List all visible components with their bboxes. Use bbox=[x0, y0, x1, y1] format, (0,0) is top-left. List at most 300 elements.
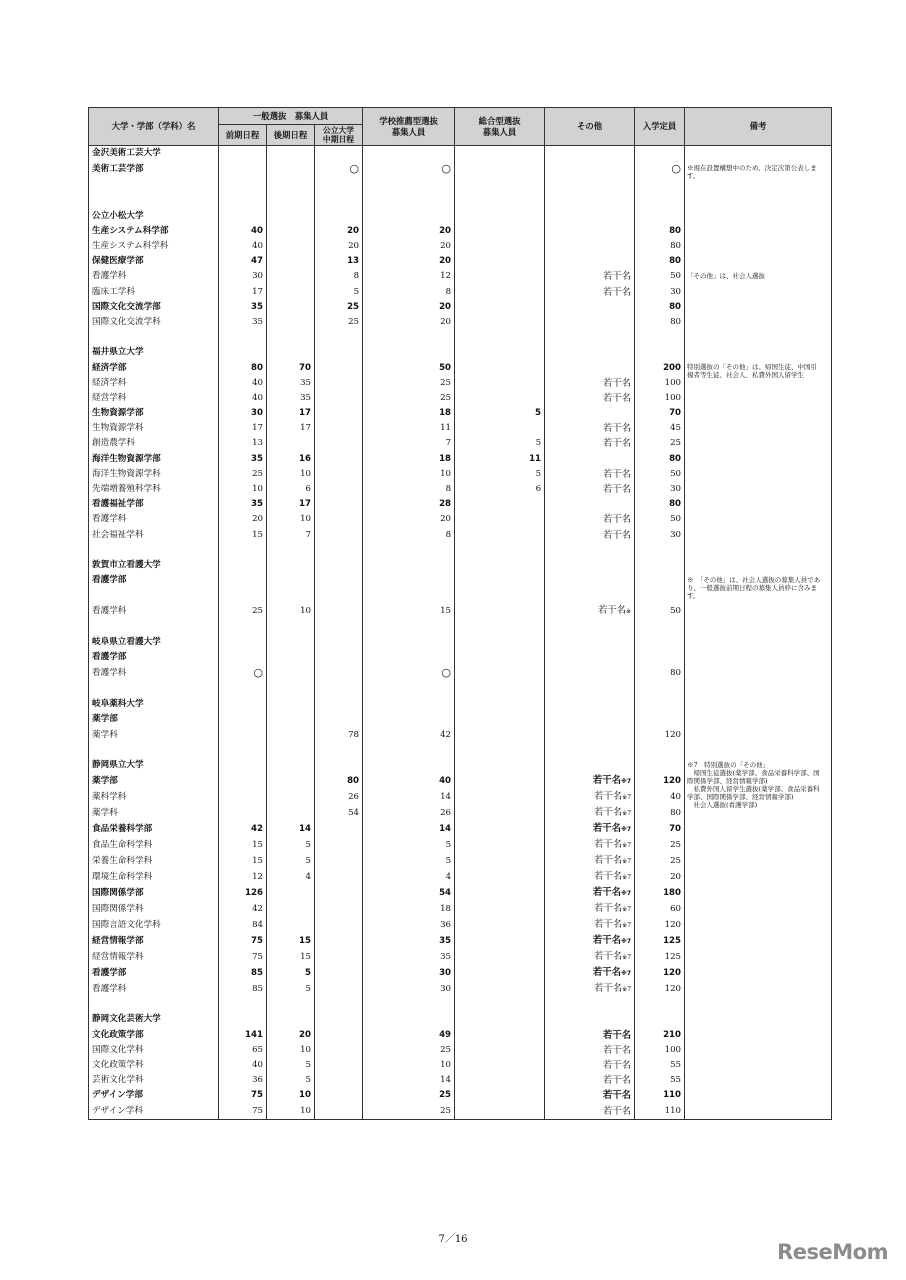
cell-capacity bbox=[635, 315, 685, 330]
cell-early bbox=[219, 452, 267, 467]
remark-text: 特別選抜の「その他」は、帰国生徒、中国引揚者等生徒、社会人、私費外国人留学生 bbox=[687, 363, 818, 380]
cell-school bbox=[363, 436, 455, 451]
cell-name bbox=[89, 146, 219, 162]
cell-comp bbox=[455, 146, 545, 162]
cell-late bbox=[267, 619, 315, 634]
cell-comp bbox=[455, 1088, 545, 1103]
cell-remark bbox=[685, 1043, 832, 1058]
cell-name bbox=[89, 1012, 219, 1027]
cell-value: 5 bbox=[305, 967, 311, 978]
cell-value: 8 bbox=[445, 286, 452, 297]
table-row bbox=[89, 869, 832, 885]
cell-school bbox=[363, 497, 455, 512]
cell-other bbox=[545, 345, 635, 360]
cell-early bbox=[219, 949, 267, 965]
cell-comp bbox=[455, 269, 545, 284]
cell-capacity bbox=[635, 497, 685, 512]
cell-value: 40 bbox=[252, 1059, 263, 1070]
cell-value: 14 bbox=[299, 823, 311, 834]
cell-mid bbox=[315, 837, 363, 853]
cell-value: 先端増養殖科学科 bbox=[92, 484, 161, 495]
cell-early bbox=[219, 965, 267, 981]
cell-school bbox=[363, 619, 455, 634]
cell-early bbox=[219, 528, 267, 543]
cell-other bbox=[545, 482, 635, 497]
cell-value: 16 bbox=[299, 453, 311, 464]
table-row bbox=[89, 254, 832, 269]
cell-value: 社会福祉学科 bbox=[92, 529, 144, 540]
cell-mid bbox=[315, 1043, 363, 1058]
cell-school bbox=[363, 452, 455, 467]
cell-value: 18 bbox=[439, 408, 452, 419]
cell-early bbox=[219, 697, 267, 712]
table-row bbox=[89, 635, 832, 650]
cell-value: 49 bbox=[439, 1029, 452, 1040]
table-row bbox=[89, 837, 832, 853]
cell-early bbox=[219, 512, 267, 527]
cell-capacity bbox=[635, 885, 685, 901]
cell-value: 20 bbox=[347, 225, 360, 236]
cell-school bbox=[363, 712, 455, 727]
cell-late bbox=[267, 467, 315, 482]
cell-early bbox=[219, 269, 267, 284]
cell-mid bbox=[315, 421, 363, 436]
cell-capacity bbox=[635, 269, 685, 284]
cell-value: 若干名 bbox=[594, 839, 623, 851]
cell-capacity bbox=[635, 1012, 685, 1027]
cell-late bbox=[267, 650, 315, 665]
cell-remark bbox=[685, 712, 832, 727]
cell-value: ○ bbox=[671, 162, 682, 176]
cell-remark bbox=[685, 697, 832, 712]
cell-value: 6 bbox=[305, 484, 311, 495]
cell-value: 25 bbox=[252, 605, 263, 616]
cell-mid bbox=[315, 949, 363, 965]
cell-value: 栄養生命科学科 bbox=[92, 855, 153, 866]
cell-remark bbox=[685, 193, 832, 208]
footnote-mark: ※7 bbox=[621, 938, 632, 946]
table-row bbox=[89, 497, 832, 512]
cell-value: 110 bbox=[664, 1105, 682, 1116]
cell-value: 若干名 bbox=[602, 484, 632, 496]
cell-school bbox=[363, 558, 455, 573]
cell-school bbox=[363, 391, 455, 406]
cell-late bbox=[267, 869, 315, 885]
cell-value: 120 bbox=[664, 919, 682, 930]
cell-value: 5 bbox=[445, 855, 452, 866]
cell-capacity bbox=[635, 330, 685, 345]
footnote-mark: ※7 bbox=[622, 842, 632, 850]
table-row bbox=[89, 558, 832, 573]
cell-late bbox=[267, 360, 315, 375]
header-name: 大学・学部（学科）名 bbox=[89, 108, 219, 146]
cell-comp bbox=[455, 917, 545, 933]
cell-capacity bbox=[635, 528, 685, 543]
cell-value: 若干名 bbox=[592, 775, 622, 787]
cell-other bbox=[545, 869, 635, 885]
cell-value: 40 bbox=[252, 377, 263, 388]
cell-comp bbox=[455, 837, 545, 853]
cell-mid bbox=[315, 224, 363, 239]
cell-mid bbox=[315, 178, 363, 193]
cell-name bbox=[89, 1088, 219, 1103]
cell-value: 100 bbox=[664, 1044, 682, 1055]
cell-early bbox=[219, 789, 267, 805]
cell-early bbox=[219, 901, 267, 917]
cell-comp bbox=[455, 497, 545, 512]
cell-name bbox=[89, 1043, 219, 1058]
cell-remark bbox=[685, 885, 832, 901]
cell-capacity bbox=[635, 376, 685, 391]
cell-mid bbox=[315, 588, 363, 603]
cell-value: 13 bbox=[252, 438, 263, 449]
cell-name bbox=[89, 773, 219, 789]
cell-remark bbox=[685, 452, 832, 467]
cell-value: 10 bbox=[300, 1044, 311, 1055]
cell-capacity bbox=[635, 619, 685, 634]
cell-value: 45 bbox=[670, 423, 682, 434]
cell-value: 25 bbox=[440, 392, 452, 403]
table-row bbox=[89, 933, 832, 949]
cell-other bbox=[545, 406, 635, 421]
cell-value: 経営学科 bbox=[92, 392, 127, 403]
cell-value: 看護学科 bbox=[92, 514, 127, 525]
page-number: 7／16 bbox=[438, 1234, 468, 1245]
cell-early bbox=[219, 665, 267, 682]
cell-capacity bbox=[635, 285, 685, 300]
cell-other bbox=[545, 997, 635, 1012]
cell-capacity bbox=[635, 821, 685, 837]
cell-value: 若干名 bbox=[602, 1075, 632, 1087]
cell-early bbox=[219, 869, 267, 885]
cell-value: 若干名 bbox=[594, 807, 623, 819]
cell-remark bbox=[685, 467, 832, 482]
cell-late bbox=[267, 406, 315, 421]
cell-capacity bbox=[635, 588, 685, 603]
cell-value: 17 bbox=[252, 423, 263, 434]
cell-other bbox=[545, 949, 635, 965]
cell-value: 18 bbox=[440, 903, 452, 914]
cell-school bbox=[363, 345, 455, 360]
cell-value: 経済学部 bbox=[92, 362, 127, 373]
cell-mid bbox=[315, 406, 363, 421]
cell-remark bbox=[685, 528, 832, 543]
cell-name bbox=[89, 949, 219, 965]
cell-value: 若干名 bbox=[602, 468, 632, 480]
cell-value: 看護学科 bbox=[92, 605, 127, 616]
cell-value: 120 bbox=[663, 775, 682, 786]
cell-other bbox=[545, 558, 635, 573]
cell-capacity bbox=[635, 224, 685, 239]
cell-value: 80 bbox=[670, 241, 682, 252]
cell-mid bbox=[315, 528, 363, 543]
cell-school bbox=[363, 1012, 455, 1027]
cell-mid bbox=[315, 254, 363, 269]
cell-mid bbox=[315, 436, 363, 451]
cell-capacity bbox=[635, 345, 685, 360]
cell-late bbox=[267, 603, 315, 619]
cell-mid bbox=[315, 697, 363, 712]
cell-value: 12 bbox=[440, 271, 452, 282]
cell-capacity bbox=[635, 1028, 685, 1043]
cell-other bbox=[545, 300, 635, 315]
cell-remark bbox=[685, 1103, 832, 1119]
cell-mid bbox=[315, 635, 363, 650]
cell-remark bbox=[685, 330, 832, 345]
cell-name bbox=[89, 512, 219, 527]
cell-value: 10 bbox=[300, 514, 311, 525]
cell-name bbox=[89, 917, 219, 933]
cell-other bbox=[545, 315, 635, 330]
cell-school bbox=[363, 209, 455, 224]
table-row bbox=[89, 436, 832, 451]
admissions-table bbox=[88, 107, 832, 1120]
cell-mid bbox=[315, 497, 363, 512]
cell-mid bbox=[315, 758, 363, 773]
cell-school bbox=[363, 997, 455, 1012]
cell-value: 25 bbox=[439, 1090, 452, 1101]
cell-other bbox=[545, 161, 635, 178]
cell-comp bbox=[455, 588, 545, 603]
cell-value: 6 bbox=[535, 484, 542, 495]
cell-school bbox=[363, 949, 455, 965]
header-late: 後期日程 bbox=[267, 125, 315, 146]
cell-capacity bbox=[635, 697, 685, 712]
cell-value: 50 bbox=[670, 468, 682, 479]
cell-value: 42 bbox=[440, 729, 452, 740]
cell-name bbox=[89, 743, 219, 758]
cell-value: 若干名 bbox=[602, 286, 632, 298]
footnote-mark: ※7 bbox=[622, 810, 632, 818]
cell-capacity bbox=[635, 558, 685, 573]
cell-other bbox=[545, 467, 635, 482]
cell-school bbox=[363, 603, 455, 619]
header-early: 前期日程 bbox=[219, 125, 267, 146]
table-row bbox=[89, 300, 832, 315]
cell-mid bbox=[315, 1073, 363, 1088]
cell-value: 静岡県立大学 bbox=[92, 760, 144, 771]
cell-school bbox=[363, 300, 455, 315]
cell-name bbox=[89, 161, 219, 178]
cell-value: 70 bbox=[669, 823, 682, 834]
cell-early bbox=[219, 743, 267, 758]
cell-late bbox=[267, 345, 315, 360]
cell-name bbox=[89, 635, 219, 650]
cell-other bbox=[545, 650, 635, 665]
cell-early bbox=[219, 209, 267, 224]
cell-late bbox=[267, 482, 315, 497]
cell-comp bbox=[455, 635, 545, 650]
cell-value: 経済学科 bbox=[92, 377, 127, 388]
cell-comp bbox=[455, 949, 545, 965]
table-row bbox=[89, 917, 832, 933]
cell-value: 若干名 bbox=[594, 903, 623, 915]
cell-value: 10 bbox=[300, 605, 311, 616]
table-row bbox=[89, 421, 832, 436]
cell-capacity bbox=[635, 1073, 685, 1088]
cell-school bbox=[363, 482, 455, 497]
cell-late bbox=[267, 436, 315, 451]
cell-other bbox=[545, 452, 635, 467]
cell-value: 看護学科 bbox=[92, 668, 127, 678]
cell-value: デザイン学部 bbox=[92, 1090, 143, 1101]
cell-early bbox=[219, 376, 267, 391]
cell-value: 5 bbox=[445, 839, 452, 850]
cell-mid bbox=[315, 773, 363, 789]
cell-value: 海洋生物資源学科 bbox=[92, 468, 161, 479]
cell-value: 55 bbox=[670, 1075, 682, 1086]
cell-late bbox=[267, 1073, 315, 1088]
cell-value: 35 bbox=[300, 377, 311, 388]
cell-late bbox=[267, 193, 315, 208]
cell-late bbox=[267, 665, 315, 682]
cell-value: 14 bbox=[440, 791, 452, 802]
cell-school bbox=[363, 650, 455, 665]
cell-early bbox=[219, 1073, 267, 1088]
cell-value: 25 bbox=[440, 1044, 452, 1055]
cell-value: 5 bbox=[305, 1059, 311, 1070]
footnote-mark: ※7 bbox=[621, 970, 632, 978]
table-row bbox=[89, 1088, 832, 1103]
cell-other bbox=[545, 933, 635, 949]
cell-early bbox=[219, 885, 267, 901]
cell-value: 敦賀市立看護大学 bbox=[92, 559, 161, 570]
cell-school bbox=[363, 528, 455, 543]
cell-value: 20 bbox=[440, 514, 452, 525]
cell-value: 17 bbox=[299, 408, 311, 419]
table-row bbox=[89, 573, 832, 588]
cell-name bbox=[89, 224, 219, 239]
cell-comp bbox=[455, 712, 545, 727]
cell-other bbox=[545, 528, 635, 543]
cell-early bbox=[219, 421, 267, 436]
cell-capacity bbox=[635, 635, 685, 650]
cell-value: 28 bbox=[439, 499, 452, 510]
cell-value: 200 bbox=[663, 362, 682, 373]
cell-school bbox=[363, 1088, 455, 1103]
cell-value: 国際文化学科 bbox=[92, 1044, 144, 1055]
cell-school bbox=[363, 665, 455, 682]
cell-value: 5 bbox=[305, 839, 311, 850]
cell-name bbox=[89, 543, 219, 558]
cell-mid bbox=[315, 146, 363, 162]
cell-school bbox=[363, 315, 455, 330]
cell-other bbox=[545, 209, 635, 224]
cell-other bbox=[545, 837, 635, 853]
cell-name bbox=[89, 467, 219, 482]
cell-late bbox=[267, 146, 315, 162]
cell-value: 20 bbox=[440, 241, 452, 252]
cell-value: 26 bbox=[348, 791, 360, 802]
cell-value: 8 bbox=[445, 484, 452, 495]
cell-value: 35 bbox=[252, 316, 263, 327]
cell-comp bbox=[455, 682, 545, 697]
cell-other bbox=[545, 330, 635, 345]
cell-school bbox=[363, 588, 455, 603]
cell-late bbox=[267, 981, 315, 997]
cell-value: 30 bbox=[670, 286, 682, 297]
cell-value: 5 bbox=[353, 286, 360, 297]
cell-school bbox=[363, 178, 455, 193]
table-row bbox=[89, 482, 832, 497]
cell-name bbox=[89, 254, 219, 269]
cell-other bbox=[545, 1012, 635, 1027]
cell-value: 20 bbox=[670, 871, 682, 882]
table-row bbox=[89, 965, 832, 981]
cell-comp bbox=[455, 528, 545, 543]
table-row bbox=[89, 269, 832, 284]
cell-value: 看護学部 bbox=[92, 575, 127, 586]
table-row bbox=[89, 1012, 832, 1027]
cell-value: 47 bbox=[251, 256, 263, 267]
cell-early bbox=[219, 1028, 267, 1043]
cell-value: 美術工芸学部 bbox=[92, 164, 144, 175]
cell-early bbox=[219, 558, 267, 573]
cell-late bbox=[267, 853, 315, 869]
cell-name bbox=[89, 821, 219, 837]
cell-late bbox=[267, 300, 315, 315]
cell-name bbox=[89, 1103, 219, 1119]
cell-value: ○ bbox=[253, 666, 263, 679]
cell-value: 公立小松大学 bbox=[92, 210, 144, 221]
cell-value: 40 bbox=[252, 392, 263, 403]
cell-capacity bbox=[635, 254, 685, 269]
table-row bbox=[89, 728, 832, 743]
table-row bbox=[89, 650, 832, 665]
cell-value: 18 bbox=[439, 453, 452, 464]
cell-early bbox=[219, 758, 267, 773]
cell-value: 84 bbox=[252, 919, 263, 930]
cell-comp bbox=[455, 1058, 545, 1073]
cell-early bbox=[219, 285, 267, 300]
cell-name bbox=[89, 965, 219, 981]
cell-early bbox=[219, 712, 267, 727]
cell-value: 30 bbox=[252, 271, 263, 282]
cell-school bbox=[363, 1073, 455, 1088]
cell-early bbox=[219, 837, 267, 853]
cell-school bbox=[363, 330, 455, 345]
cell-mid bbox=[315, 1028, 363, 1043]
cell-early bbox=[219, 1058, 267, 1073]
cell-other bbox=[545, 573, 635, 588]
cell-name bbox=[89, 789, 219, 805]
cell-comp bbox=[455, 436, 545, 451]
cell-late bbox=[267, 558, 315, 573]
cell-remark bbox=[685, 178, 832, 193]
cell-value: 7 bbox=[445, 438, 452, 449]
cell-name bbox=[89, 391, 219, 406]
cell-value: 食品生命科学科 bbox=[92, 839, 153, 850]
cell-other bbox=[545, 391, 635, 406]
cell-value: 20 bbox=[439, 225, 452, 236]
table-row bbox=[89, 1058, 832, 1073]
cell-value: 若干名 bbox=[594, 951, 623, 963]
cell-remark bbox=[685, 758, 832, 809]
table-row bbox=[89, 360, 832, 375]
cell-value: 20 bbox=[299, 1029, 311, 1040]
cell-remark bbox=[685, 285, 832, 300]
cell-value: 20 bbox=[252, 514, 263, 525]
cell-school bbox=[363, 406, 455, 421]
table-row bbox=[89, 391, 832, 406]
cell-value: 若干名 bbox=[592, 967, 622, 979]
table-row bbox=[89, 452, 832, 467]
cell-value: 5 bbox=[535, 408, 542, 419]
cell-capacity bbox=[635, 743, 685, 758]
cell-school bbox=[363, 901, 455, 917]
cell-name bbox=[89, 1058, 219, 1073]
cell-capacity bbox=[635, 1088, 685, 1103]
